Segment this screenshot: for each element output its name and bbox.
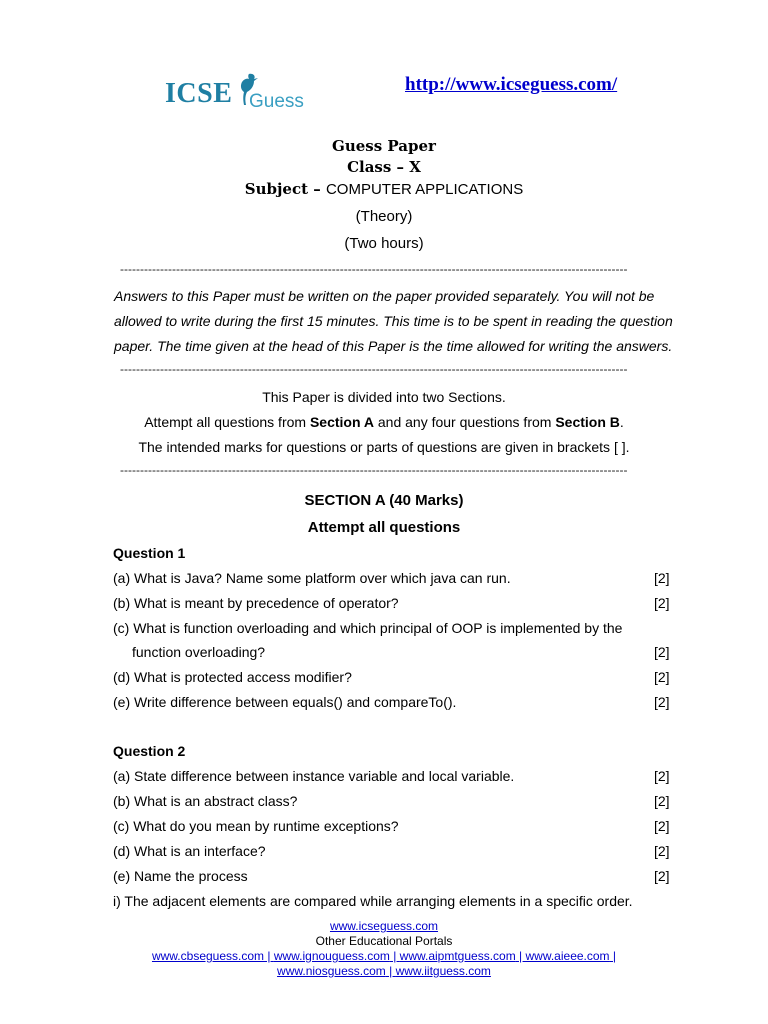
- section-a-title: SECTION A (40 Marks): [304, 492, 464, 509]
- footer-links-row-2: [0, 964, 768, 979]
- divider-2: -------------------------------------------------------------------------------------------------------------------------------: [120, 362, 628, 376]
- footer-separator: |: [515, 949, 526, 963]
- sections-info-text: .: [619, 414, 624, 430]
- footer-separator: |: [264, 949, 274, 963]
- question-item: i) The adjacent elements are compared while arranging elements in a specific order.: [113, 893, 633, 909]
- divider-1: -------------------------------------------------------------------------------------------------------------------------------: [120, 262, 628, 276]
- subject-value: COMPUTER APPLICATIONS: [325, 181, 524, 198]
- logo-sub-text: Guess: [249, 91, 304, 112]
- section-a-subtitle: Attempt all questions: [307, 519, 461, 536]
- footer-link[interactable]: www.ignouguess.com: [273, 949, 390, 963]
- question-2-heading: Question 2: [113, 743, 186, 759]
- icse-guess-logo: [165, 78, 325, 118]
- question-item: (b) What is an abstract class?: [113, 793, 298, 809]
- question-item: (a) What is Java? Name some platform over which java can run.: [113, 570, 511, 586]
- question-item: (c) What is function overloading and which principal of OOP is implemented by the: [113, 620, 623, 636]
- footer-link[interactable]: www.cbseguess.com: [151, 949, 265, 963]
- question-1-heading: Question 1: [113, 545, 186, 561]
- question-item: (b) What is meant by precedence of operator?: [113, 595, 399, 611]
- footer: [0, 919, 768, 979]
- question-item: function overloading?: [132, 644, 266, 660]
- question-item: (d) What is protected access modifier?: [113, 669, 352, 685]
- question-mark: [2]: [654, 793, 670, 809]
- header-url-link[interactable]: http://www.icseguess.com/: [405, 74, 618, 95]
- question-mark: [2]: [654, 669, 670, 685]
- logo-main-text: ICSE: [165, 78, 233, 109]
- divider-3: -------------------------------------------------------------------------------------------------------------------------------: [120, 463, 628, 477]
- title-subject: [0, 180, 768, 199]
- question-item: (e) Name the process: [113, 868, 248, 884]
- sections-info-line2: [0, 414, 768, 430]
- question-item: (a) State difference between instance variable and local variable.: [113, 768, 515, 784]
- question-mark: [2]: [654, 570, 670, 586]
- question-item: (d) What is an interface?: [113, 843, 266, 859]
- title-theory: (Theory): [355, 208, 413, 225]
- title-duration: (Two hours): [344, 235, 424, 252]
- question-mark: [2]: [654, 868, 670, 884]
- question-mark: [2]: [654, 694, 670, 710]
- question-mark: [2]: [654, 818, 670, 834]
- footer-separator: |: [385, 964, 396, 978]
- subject-label: Subject –: [244, 180, 326, 198]
- instructions-text: Answers to this Paper must be written on the paper provided separately. You will not be allowed to write during the first 15 minutes. This time is to be spent in reading the question paper. The time given at the head of this Paper is the time allowed for writing the answers.: [114, 288, 673, 354]
- question-mark: [2]: [654, 644, 670, 660]
- question-mark: [2]: [654, 768, 670, 784]
- question-mark: [2]: [654, 595, 670, 611]
- footer-link[interactable]: www.aipmtguess.com: [399, 949, 516, 963]
- footer-link[interactable]: www.niosguess.com: [277, 964, 386, 978]
- footer-site-link[interactable]: www.icseguess.com: [329, 919, 439, 933]
- section-b-ref: Section B: [555, 414, 620, 430]
- footer-separator: |: [389, 949, 400, 963]
- footer-separator: |: [609, 949, 617, 963]
- title-guess-paper: Guess Paper: [332, 137, 436, 155]
- footer-links-row-1: [0, 949, 768, 964]
- sections-info-text: and any four questions from: [374, 414, 556, 430]
- footer-other-portals: Other Educational Portals: [315, 934, 453, 948]
- section-a-ref: Section A: [309, 414, 374, 430]
- footer-link[interactable]: www.iitguess.com: [395, 964, 491, 978]
- question-item: (c) What do you mean by runtime exceptions?: [113, 818, 399, 834]
- title-class: Class – X: [347, 158, 421, 176]
- sections-info-text: Attempt all questions from: [144, 414, 310, 430]
- sections-info-line1: This Paper is divided into two Sections.: [262, 389, 506, 405]
- sections-info-line3: The intended marks for questions or parts of questions are given in brackets [ ].: [138, 439, 630, 455]
- question-item: (e) Write difference between equals() and compareTo().: [113, 694, 457, 710]
- question-mark: [2]: [654, 843, 670, 859]
- footer-link[interactable]: www.aieee.com: [525, 949, 610, 963]
